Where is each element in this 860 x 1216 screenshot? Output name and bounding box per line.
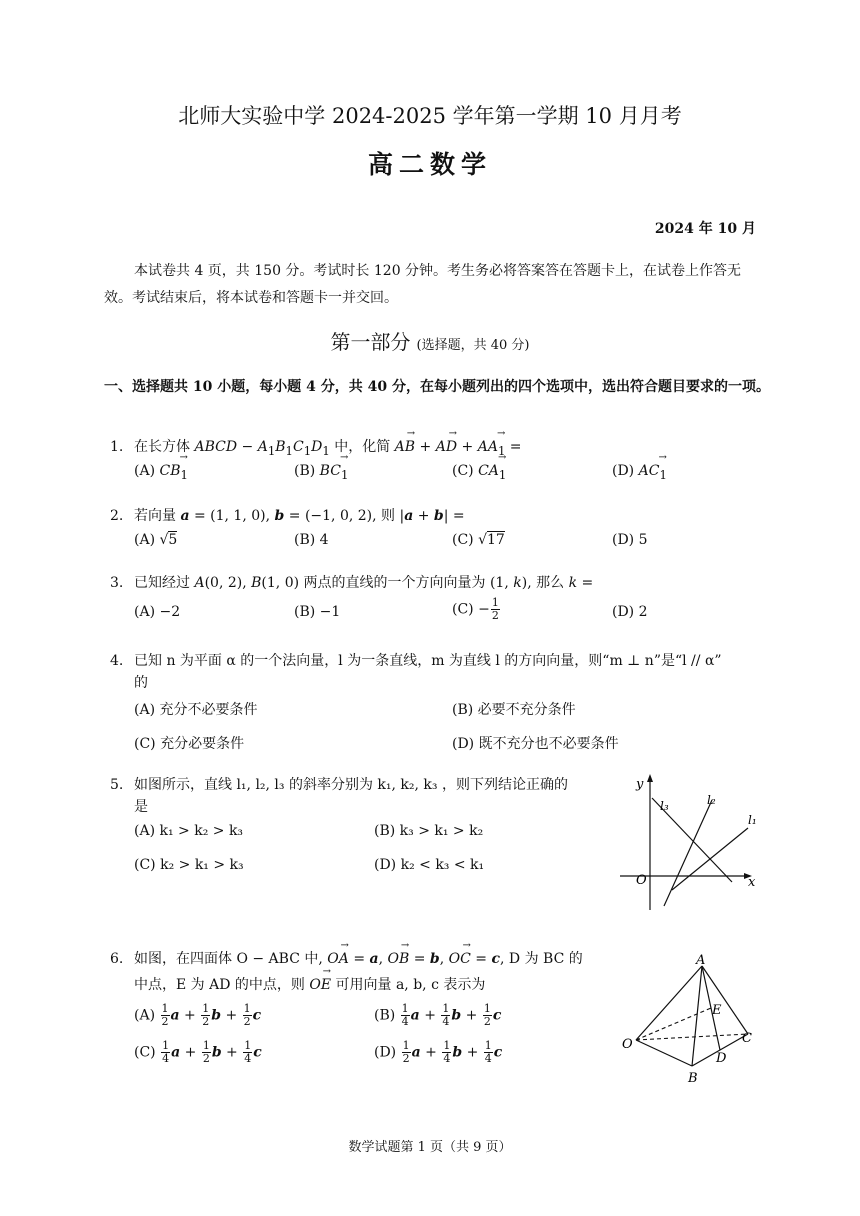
question-6-option-d[interactable]: (D) $\frac{1}{2}$ a + $\frac{1}{4}$ b + $\frac{1}{4}$ c — [374, 1039, 503, 1065]
stem-text: 那么 — [536, 575, 565, 591]
y-axis-label: y — [636, 777, 644, 792]
option-value: −1 — [319, 604, 341, 620]
exam-title: 北师大实验中学 2024-2025 学年第一学期 10 月月考 — [178, 104, 682, 128]
question-number: 2. — [110, 508, 124, 524]
question-4-stem-cont: 的 — [134, 675, 148, 691]
question-number: 3. — [110, 575, 124, 591]
question-5-option-b[interactable]: (B) k₃ > k₁ > k₂ — [374, 823, 484, 839]
vertex-o-label: O — [622, 1037, 633, 1052]
part-note: (选择题，共 40 分) — [416, 338, 530, 353]
part-heading — [0, 326, 860, 355]
stem-text: 两点的直线的一个方向向量为 — [303, 575, 486, 591]
question-2-stem: 2. 若向量 a = (1, 1, 0), b = (−1, 0, 2), 则 |a + b| = — [110, 508, 465, 524]
option-label: (D) — [612, 532, 635, 548]
question-6-option-c[interactable]: (C) $\frac{1}{4}$ a + $\frac{1}{2}$ b + $\frac{1}{4}$ c — [134, 1039, 262, 1065]
option-label: (A) — [134, 1007, 156, 1024]
l2-label: l₂ — [707, 793, 716, 807]
edge-ab — [692, 966, 702, 1066]
part-title: 第一部分 — [330, 330, 411, 354]
l1-label: l₁ — [748, 813, 757, 827]
question-4-option-c[interactable]: (C) 充分必要条件 — [134, 736, 245, 752]
line-l1 — [672, 828, 748, 890]
question-1-option-a[interactable]: $(A) \to CB_1$ — [134, 463, 188, 482]
stem-text: 在长方体 — [134, 439, 190, 455]
question-5-stem-cont: 是 — [134, 799, 148, 815]
edge-ob — [636, 1040, 692, 1066]
vertex-b-label: B — [688, 1071, 698, 1085]
question-number: 4. — [110, 653, 124, 669]
stem-text: 如图所示，直线 l₁, l₂, l₃ 的斜率分别为 k₁, k₂, k₃ ，则下列结论正确的 — [134, 777, 568, 793]
origin-label: O — [636, 873, 647, 888]
exam-date: 2024 年 10 月 — [654, 221, 756, 237]
question-6-stem: 6. 如图，在四面体 O − ABC 中, → OA = a, → OB = b, → OC = c, D 为 BC 的 — [110, 948, 583, 968]
option-label: (B) — [294, 532, 316, 548]
option-label: (C) — [452, 532, 474, 548]
question-3-option-c[interactable]: (C) − $\frac{1}{2}$ — [452, 596, 499, 622]
option-value: 2 — [638, 604, 648, 620]
edge-oc-hidden — [636, 1034, 748, 1040]
question-1-option-c[interactable]: $(C) \to CA_1$ — [452, 463, 506, 482]
y-axis-arrow-icon — [647, 774, 653, 782]
stem-text: 则 — [381, 508, 396, 524]
x-axis-label: x — [748, 875, 756, 890]
slope-lines-figure — [612, 770, 762, 915]
question-3-option-d[interactable] — [612, 604, 648, 620]
question-5-option-c[interactable]: (C) k₂ > k₁ > k₃ — [134, 857, 244, 873]
option-value: 4 — [319, 532, 329, 548]
question-1-stem: 1. 在长方体 ABCD − $A_1B_1C_1D_1$ 中，化简 → AB + → AD + → $AA_1$ = — [110, 436, 522, 458]
vertex-a-label: A — [696, 953, 706, 968]
question-6-stem-cont: 中点，E 为 AD 的中点，则 → OE 可用向量 a, b, c 表示为 — [134, 974, 485, 994]
option-value: −2 — [159, 604, 181, 620]
stem-text: 中，化简 — [334, 439, 391, 455]
question-4-option-a[interactable]: (A) 充分不必要条件 — [134, 702, 258, 718]
question-2-option-a[interactable]: (A) √5 — [134, 532, 178, 548]
question-5-option-a[interactable]: (A) k₁ > k₂ > k₃ — [134, 823, 244, 839]
question-number: 1. — [110, 439, 124, 455]
vertex-c-label: C — [742, 1031, 752, 1046]
exam-instructions: 本试卷共 4 页，共 150 分。考试时长 120 分钟。考生务必将答案答在答题卡上，在试卷上作答无效。考试结束后，将本试卷和答题卡一并交回。 — [104, 263, 742, 306]
stem-text: 中点，E 为 AD 的中点，则 — [134, 977, 305, 993]
option-label: (B) — [294, 604, 316, 620]
option-label: (D) — [374, 1044, 397, 1061]
option-label: (B) — [294, 463, 316, 479]
stem-text: D 为 BC 的 — [508, 951, 583, 967]
question-number: 6. — [110, 951, 124, 967]
point-d-label: D — [716, 1051, 727, 1066]
edge-oa — [636, 966, 702, 1040]
option-label: (B) — [374, 1007, 396, 1024]
exam-subject: 高二数学 — [367, 150, 492, 179]
segment-oe-hidden — [636, 1008, 711, 1040]
stem-text: 如图，在四面体 O − ABC 中, — [134, 951, 323, 967]
option-value: 5 — [638, 532, 648, 548]
question-6-option-b[interactable]: (B) $\frac{1}{4}$ a + $\frac{1}{4}$ b + $\frac{1}{2}$ c — [374, 1002, 502, 1028]
question-2-option-c[interactable]: (C) √17 — [452, 532, 505, 548]
question-5-option-d[interactable]: (D) k₂ < k₃ < k₁ — [374, 857, 485, 873]
option-label: (C) — [452, 463, 474, 479]
question-number: 5. — [110, 777, 124, 793]
option-label: (A) — [134, 604, 156, 620]
question-1-option-b[interactable]: $(B) \to BC_1$ — [294, 463, 348, 482]
stem-text: 若向量 — [134, 508, 176, 524]
option-label: (A) — [134, 532, 156, 548]
question-5-stem — [110, 774, 568, 794]
tetrahedron-figure — [612, 950, 762, 1085]
question-2-option-d[interactable] — [612, 532, 648, 548]
stem-text: 已知经过 — [134, 575, 190, 591]
l3-label: l₃ — [660, 799, 669, 813]
stem-text: 可用向量 a, b, c 表示为 — [335, 977, 486, 993]
point-e-label: E — [712, 1003, 722, 1018]
question-4-stem — [110, 650, 722, 670]
section-heading: 一、选择题共 10 小题，每小题 4 分，共 40 分，在每小题列出的四个选项中，选出符合题目要求的一项。 — [104, 379, 770, 395]
question-4-option-d[interactable]: (D) 既不充分也不必要条件 — [452, 736, 619, 752]
page-footer: 数学试题第 1 页（共 9 页） — [348, 1140, 512, 1155]
question-1-option-d[interactable]: $(D) \to AC_1$ — [612, 463, 667, 482]
question-6-option-a[interactable]: (A) $\frac{1}{2}$ a + $\frac{1}{2}$ b + $\frac{1}{2}$ c — [134, 1002, 262, 1028]
option-label: (D) — [612, 604, 635, 620]
option-label: (C) — [134, 1044, 156, 1061]
question-3-option-a[interactable] — [134, 604, 180, 620]
option-label: (C) — [452, 601, 474, 618]
question-3-option-b[interactable] — [294, 604, 340, 620]
option-label: (D) — [612, 463, 635, 479]
option-label: (A) — [134, 463, 156, 479]
question-2-option-b[interactable] — [294, 532, 329, 548]
question-3-stem: 3. 已知经过 A(0, 2), B(1, 0) 两点的直线的一个方向向量为 (1, k), 那么 k = — [110, 575, 594, 591]
stem-text: 已知 n 为平面 α 的一个法向量，l 为一条直线，m 为直线 l 的方向向量，则“m ⊥ n”是“l // α” — [134, 653, 722, 669]
question-4-option-b[interactable]: (B) 必要不充分条件 — [452, 702, 576, 718]
